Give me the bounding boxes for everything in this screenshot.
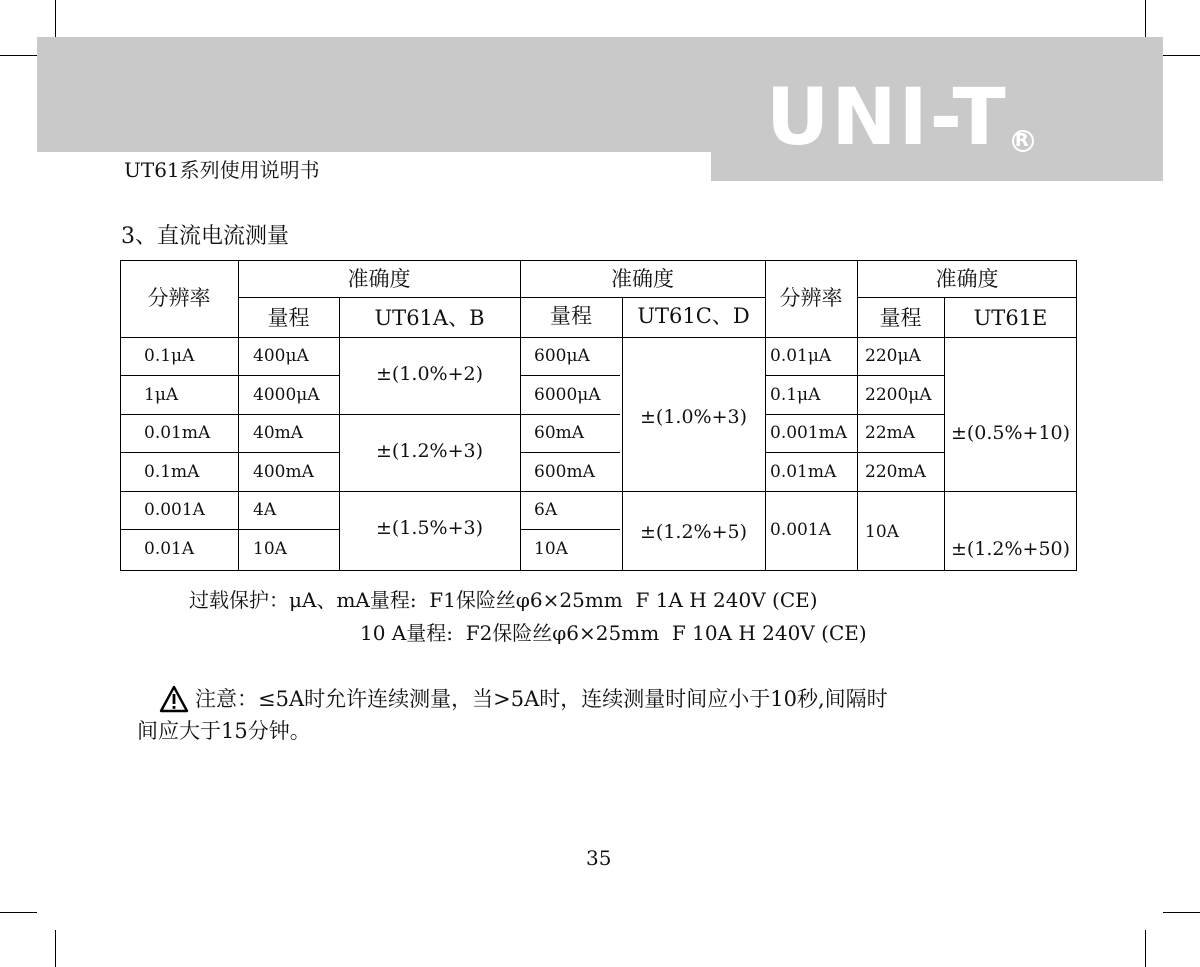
- spec-table: [120, 260, 1077, 571]
- table-cell-range: 400mA: [253, 462, 314, 482]
- header-resolution: 分辨率: [779, 286, 843, 310]
- logo-text: UNI-T: [766, 73, 1008, 163]
- header-range: 量程: [267, 306, 310, 330]
- table-cell-range: 10A: [534, 539, 568, 559]
- table-line: [765, 414, 945, 415]
- table-cell-range: 220mA: [865, 462, 926, 482]
- table-cell-resolution: 0.001A: [770, 520, 831, 540]
- table-cell-accuracy: ±(1.2%+3): [375, 440, 484, 462]
- table-cell-resolution: 0.1μA: [770, 385, 821, 405]
- table-cell-range: 40mA: [253, 423, 304, 443]
- note-text: 注意：≤5A时允许连续测量，当>5A时，连续测量时间应小于10秒,间隔时: [195, 687, 888, 711]
- table-cell-accuracy: ±(1.2%+50): [950, 538, 1071, 560]
- table-cell-resolution: 0.001A: [144, 500, 205, 520]
- table-cell-resolution: 0.01μA: [770, 346, 832, 366]
- crop-mark: [1145, 0, 1146, 37]
- warning-triangle-icon: [159, 685, 189, 713]
- header-model: UT61E: [973, 306, 1048, 330]
- table-cell-range: 6000μA: [534, 385, 601, 405]
- table-line: [120, 414, 620, 415]
- table-border: [120, 260, 1077, 261]
- overload-protection-line: 10 A量程: F2保险丝φ6×25mm F 10A H 240V (CE): [360, 621, 867, 645]
- caution-note: [137, 683, 1067, 747]
- crop-mark: [0, 912, 37, 913]
- table-cell-range: 600mA: [534, 462, 595, 482]
- note-text: 间应大于15分钟。: [137, 719, 311, 743]
- table-line: [520, 375, 620, 376]
- table-line: [765, 375, 945, 376]
- crop-mark: [0, 55, 37, 56]
- table-cell-accuracy: ±(1.0%+3): [639, 406, 748, 428]
- table-cell-accuracy: ±(1.0%+2): [375, 363, 484, 385]
- table-cell-range: 6A: [534, 500, 558, 520]
- header-accuracy: 准确度: [347, 267, 411, 291]
- section-title: 3、直流电流测量: [121, 224, 289, 249]
- header-accuracy: 准确度: [611, 267, 674, 291]
- table-cell-resolution: 0.001mA: [770, 423, 848, 443]
- table-cell-resolution: 0.1μA: [144, 346, 195, 366]
- header-model: UT61A、B: [374, 306, 485, 330]
- crop-mark: [55, 0, 56, 37]
- table-cell-range: 4A: [253, 500, 277, 520]
- table-line: [120, 375, 340, 376]
- table-cell-range: 4000μA: [253, 385, 320, 405]
- header-accuracy: 准确度: [935, 267, 999, 291]
- header-resolution: 分辨率: [147, 286, 211, 310]
- table-line: [120, 452, 340, 453]
- table-cell-range: 2200μA: [865, 385, 932, 405]
- table-cell-resolution: 0.01mA: [144, 423, 211, 443]
- table-cell-accuracy: ±(1.2%+5): [639, 521, 748, 543]
- crop-mark: [1163, 55, 1200, 56]
- page-number: 35: [586, 846, 612, 870]
- table-line: [120, 491, 1077, 492]
- table-cell-range: 220μA: [865, 346, 921, 366]
- manual-title: UT61系列使用说明书: [124, 158, 320, 182]
- table-line: [765, 452, 945, 453]
- crop-mark: [55, 930, 56, 967]
- table-cell-accuracy: ±(0.5%+10): [950, 422, 1071, 444]
- table-cell-range: 400μA: [253, 346, 309, 366]
- table-line: [520, 452, 620, 453]
- header-range: 量程: [550, 304, 592, 328]
- table-cell-range: 22mA: [865, 423, 916, 443]
- table-line: [238, 297, 765, 298]
- crop-mark: [1145, 930, 1146, 967]
- table-line: [857, 297, 1077, 298]
- table-cell-range: 10A: [865, 522, 899, 542]
- table-cell-range: 60mA: [534, 423, 585, 443]
- header-model: UT61C、D: [637, 304, 750, 328]
- crop-mark: [1163, 912, 1200, 913]
- overload-protection-line: 过载保护：μA、mA量程: F1保险丝φ6×25mm F 1A H 240V (CE): [189, 588, 818, 612]
- header-range: 量程: [879, 306, 922, 330]
- table-border: [120, 570, 1077, 571]
- table-cell-range: 10A: [253, 539, 287, 559]
- table-cell-resolution: 1μA: [144, 385, 179, 405]
- table-line: [120, 529, 340, 530]
- table-cell-accuracy: ±(1.5%+3): [375, 517, 484, 539]
- table-cell-range: 600μA: [534, 346, 590, 366]
- table-line: [120, 337, 1077, 338]
- brand-logo: [766, 70, 1086, 166]
- table-cell-resolution: 0.1mA: [144, 462, 200, 482]
- table-line: [520, 529, 620, 530]
- table-cell-resolution: 0.01A: [144, 539, 195, 559]
- registered-mark-icon: R: [1012, 130, 1034, 152]
- table-cell-resolution: 0.01mA: [770, 462, 837, 482]
